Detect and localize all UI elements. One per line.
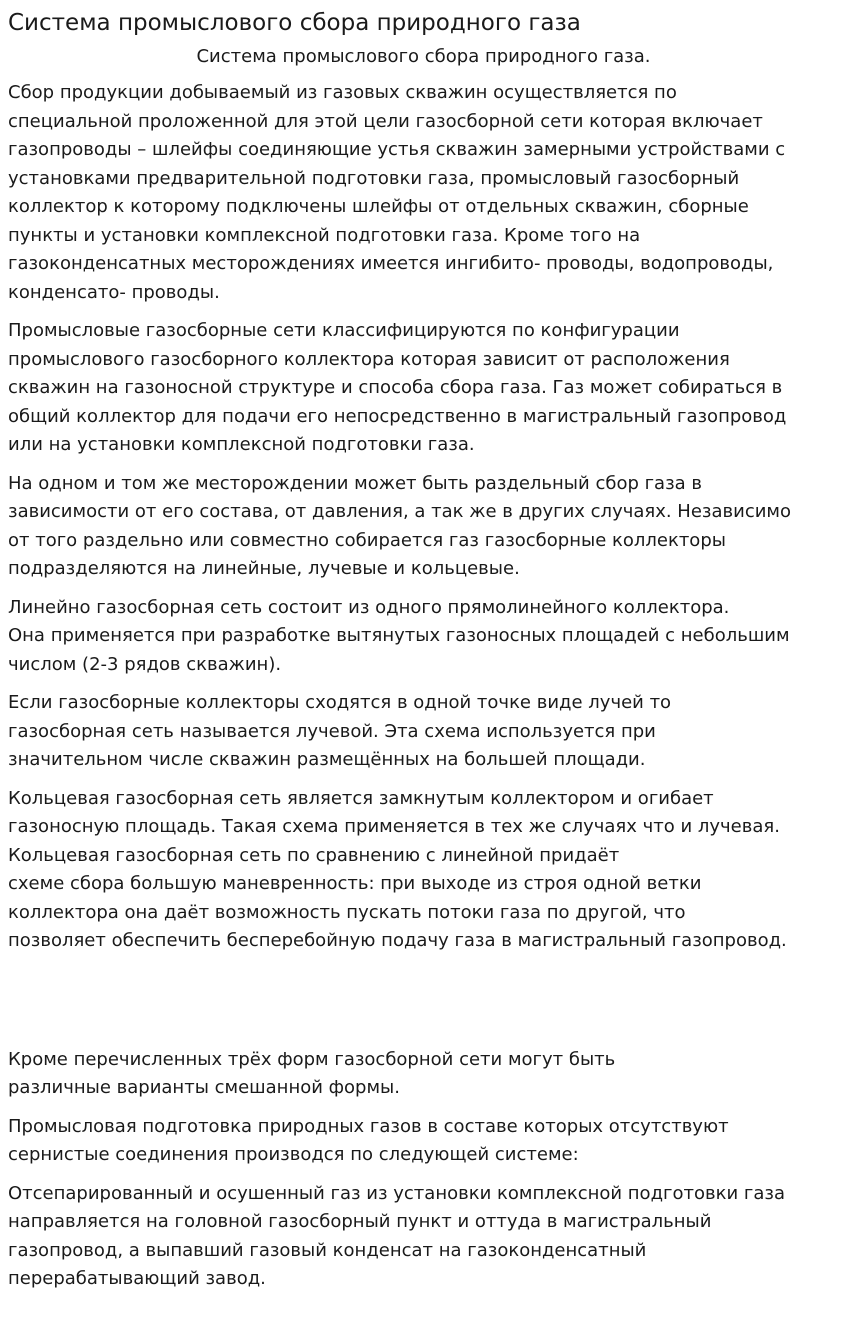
paragraph-line: установками предварительной подготовки газа, промысловый газосборный bbox=[8, 167, 740, 189]
paragraph-line: зависимости от его состава, от давления, а так же в других случаях. Независимо bbox=[8, 501, 792, 522]
paragraph-line: коллектор к которому подключены шлейфы от отдельных скважин, сборные bbox=[8, 196, 749, 217]
paragraph-line: Если газосборные коллекторы сходятся в одной точке виде лучей то bbox=[8, 692, 672, 713]
paragraph-line: Кольцевая газосборная сеть является замкнутым коллектором и огибает bbox=[8, 787, 714, 809]
paragraph-line: На одном и том же месторождении может быть раздельный сбор газа в bbox=[8, 472, 703, 494]
paragraph-line: различные варианты смешанной формы. bbox=[8, 1077, 400, 1098]
document-subtitle: Система промыслового сбора природного газа. bbox=[196, 46, 651, 67]
paragraph-line: Линейно газосборная сеть состоит из одного прямолинейного коллектора. bbox=[8, 596, 730, 618]
paragraph-line: газосборная сеть называется лучевой. Эта схема используется при bbox=[8, 720, 656, 742]
paragraph-line: направляется на головной газосборный пункт и оттуда в магистральный bbox=[8, 1211, 712, 1232]
paragraph-line: схеме сбора большую маневренность: при выходе из строя одной ветки bbox=[8, 873, 702, 894]
paragraph-line: коллектора она даёт возможность пускать потоки газа по другой, что bbox=[8, 901, 686, 923]
paragraph-line: пункты и установки комплексной подготовки газа. Кроме того на bbox=[8, 224, 641, 246]
paragraph-line: специальной проложенной для этой цели газосборной сети которая включает bbox=[8, 110, 763, 132]
paragraph bbox=[8, 689, 839, 775]
paragraph-line: Она применяется при разработке вытянутых газоносных площадей с небольшим bbox=[8, 625, 790, 646]
paragraph bbox=[8, 785, 839, 956]
paragraph-line: газопровод, а выпавший газовый конденсат на газоконденсатный bbox=[8, 1239, 647, 1261]
paragraph-line: сернистые соединения производся по следующей системе: bbox=[8, 1144, 579, 1165]
paragraph bbox=[8, 594, 839, 680]
paragraph bbox=[8, 1046, 839, 1103]
page-title: Система промыслового сбора природного газа bbox=[8, 10, 581, 36]
paragraph-line: скважин на газоносной структуре и способа сбора газа. Газ может собираться в bbox=[8, 377, 783, 398]
paragraph-line: перерабатывающий завод. bbox=[8, 1268, 266, 1289]
paragraph bbox=[8, 317, 839, 460]
paragraph bbox=[8, 470, 839, 584]
paragraph-line: Отсепарированный и осушенный газ из установки комплексной подготовки газа bbox=[8, 1182, 785, 1204]
paragraph-line: газоносную площадь. Такая схема применяется в тех же случаях что и лучевая. bbox=[8, 816, 780, 837]
paragraph bbox=[8, 1113, 839, 1170]
paragraph-line: подразделяются на линейные, лучевые и кольцевые. bbox=[8, 558, 520, 579]
paragraph-line: Кольцевая газосборная сеть по сравнению с линейной придаёт bbox=[8, 844, 620, 866]
paragraph-line: конденсато- проводы. bbox=[8, 281, 220, 303]
paragraph-line: Сбор продукции добываемый из газовых скважин осуществляется по bbox=[8, 82, 677, 103]
paragraph-line: числом (2-3 рядов скважин). bbox=[8, 653, 282, 675]
paragraph bbox=[8, 79, 839, 307]
paragraph-line: позволяет обеспечить бесперебойную подачу газа в магистральный газопровод. bbox=[8, 930, 787, 951]
paragraph-line: значительном числе скважин размещённых на большей площади. bbox=[8, 749, 646, 770]
paragraph bbox=[8, 1180, 839, 1294]
paragraph-line: или на установки комплексной подготовки газа. bbox=[8, 434, 475, 455]
paragraph-line: от того раздельно или совместно собирается газ газосборные коллекторы bbox=[8, 529, 726, 551]
paragraph-line: общий коллектор для подачи его непосредственно в магистральный газопровод bbox=[8, 405, 787, 427]
paragraph-line: Промысловая подготовка природных газов в составе которых отсутствуют bbox=[8, 1115, 729, 1137]
document-body bbox=[8, 79, 839, 1294]
paragraph-line: газопроводы – шлейфы соединяющие устья скважин замерными устройствами с bbox=[8, 139, 786, 160]
paragraph-line: Кроме перечисленных трёх форм газосборной сети могут быть bbox=[8, 1048, 616, 1070]
paragraph-line: Промысловые газосборные сети классифицируются по конфигурации bbox=[8, 320, 680, 341]
paragraph-line: промыслового газосборного коллектора которая зависит от расположения bbox=[8, 348, 730, 370]
paragraph-line: газоконденсатных месторождениях имеется ингибито- проводы, водопроводы, bbox=[8, 253, 774, 274]
